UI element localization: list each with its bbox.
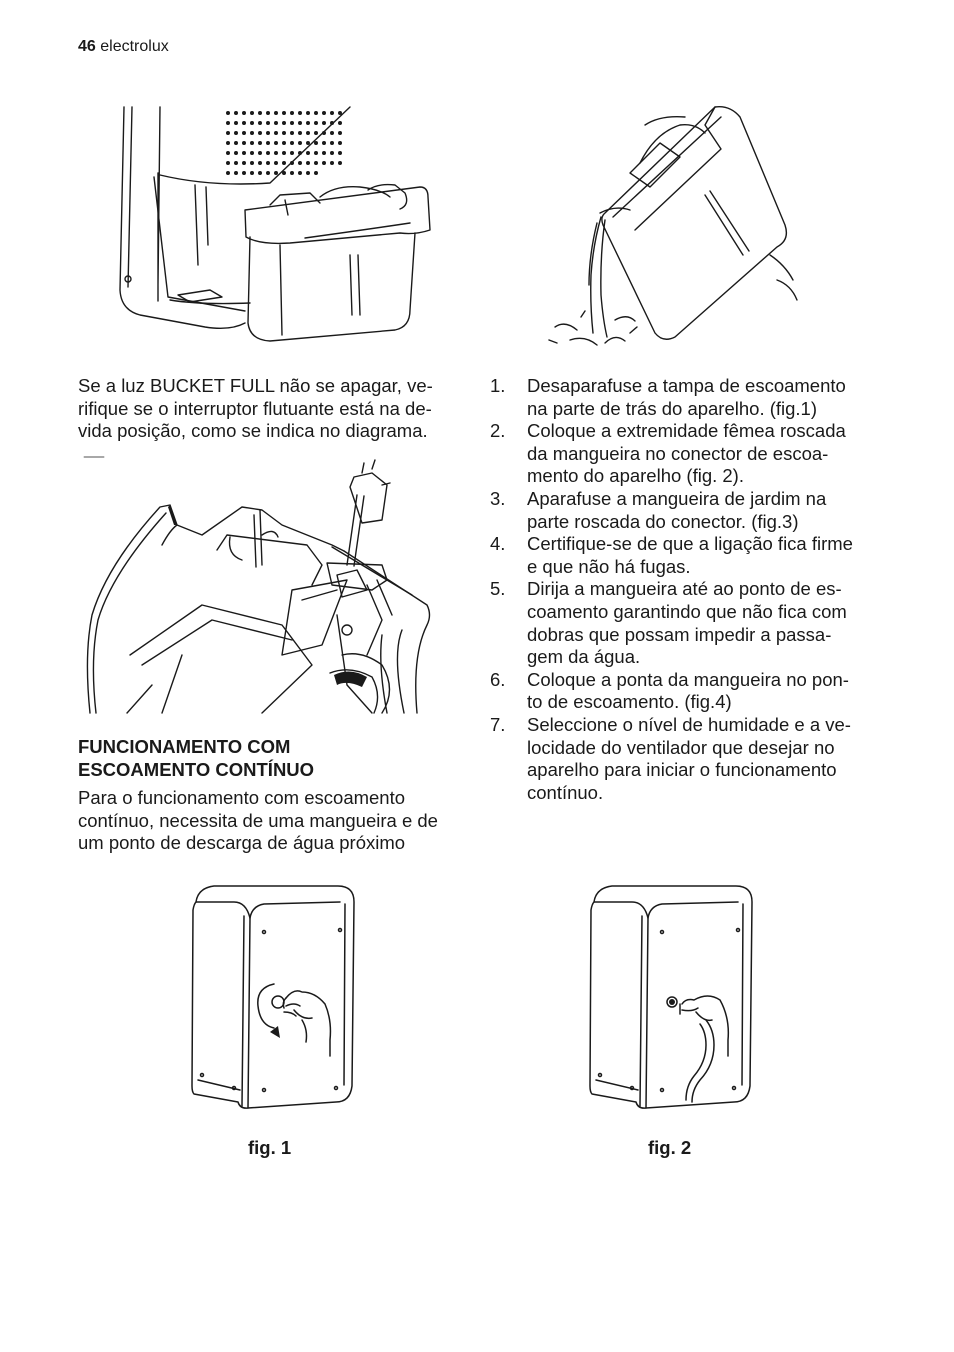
float-switch-illustration [82, 455, 442, 713]
step-number: 7. [490, 713, 506, 735]
step-text-line: na parte de trás do aparelho. (fig.1) [527, 397, 818, 419]
emptying-bucket-illustration [545, 105, 805, 355]
fig2-caption: fig. 2 [648, 1137, 692, 1158]
bucket-removed-illustration [110, 105, 435, 355]
page-header [78, 38, 169, 56]
step-number: 4. [490, 533, 506, 555]
step-text-line: dobras que possam impedir a passa- [527, 623, 832, 645]
step-text-line: Desaparafuse a tampa de escoamento [527, 375, 846, 396]
step-item [490, 533, 890, 578]
bucket-full-paragraph [78, 375, 468, 443]
step-number: 2. [490, 420, 506, 442]
step-number: 5. [490, 578, 506, 600]
step-text-line: Coloque a extremidade fêmea roscada [527, 420, 846, 442]
step-text-line: da mangueira no conector de escoa- [527, 442, 829, 464]
step-text-line: Aparafuse a mangueira de jardim na [527, 487, 827, 509]
continuous-drain-intro [78, 787, 478, 855]
step-item [490, 669, 890, 714]
step-item [490, 714, 890, 804]
bucket-text-line: rifique se o interruptor flutuante está na de- [78, 397, 432, 419]
step-text-line: Certifique-se de que a ligação fica firme [527, 533, 853, 555]
step-number: 3. [490, 487, 506, 509]
step-item [490, 488, 890, 533]
step-text-line: gem da água. [527, 646, 641, 668]
step-text-line: Seleccione o nível de humidade e a ve- [527, 713, 851, 735]
fig2-connect-hose-illustration [588, 880, 756, 1116]
step-text-line: mento do aparelho (fig. 2). [527, 465, 744, 487]
step-number: 6. [490, 668, 506, 690]
step-text-line: contínuo. [527, 781, 604, 803]
step-item [490, 375, 890, 420]
intro-text-line: contínuo, necessita de uma mangueira e de [78, 809, 438, 831]
step-item [490, 420, 890, 488]
step-text-line: coamento garantindo que não fica com [527, 600, 847, 622]
step-text-line: Dirija a mangueira até ao ponto de es- [527, 578, 842, 600]
bucket-text-line: vida posição, como se indica no diagrama. [78, 420, 428, 442]
section-heading [78, 736, 314, 781]
step-text-line: parte roscada do conector. (fig.3) [527, 510, 799, 532]
step-text-line: locidade do ventilador que desejar no [527, 736, 835, 758]
heading-line: FUNCIONAMENTO COM [78, 736, 291, 757]
fig1-caption: fig. 1 [248, 1137, 292, 1158]
instruction-steps [490, 375, 890, 804]
heading-line: ESCOAMENTO CONTÍNUO [78, 758, 315, 780]
fig1-unscrew-cap-illustration [190, 880, 358, 1116]
step-text-line: e que não há fugas. [527, 555, 691, 577]
step-text-line: Coloque a ponta da mangueira no pon- [527, 668, 849, 690]
page-number: 46 [78, 38, 96, 55]
brand-name: electrolux [100, 38, 169, 55]
step-number: 1. [490, 375, 506, 396]
bucket-text-line: Se a luz BUCKET FULL não se apagar, ve- [78, 375, 433, 396]
step-text-line: to de escoamento. (fig.4) [527, 691, 732, 713]
intro-text-line: um ponto de descarga de água próximo [78, 832, 406, 854]
intro-text-line: Para o funcionamento com escoamento [78, 787, 406, 808]
step-item [490, 578, 890, 668]
step-text-line: aparelho para iniciar o funcionamento [527, 759, 837, 781]
